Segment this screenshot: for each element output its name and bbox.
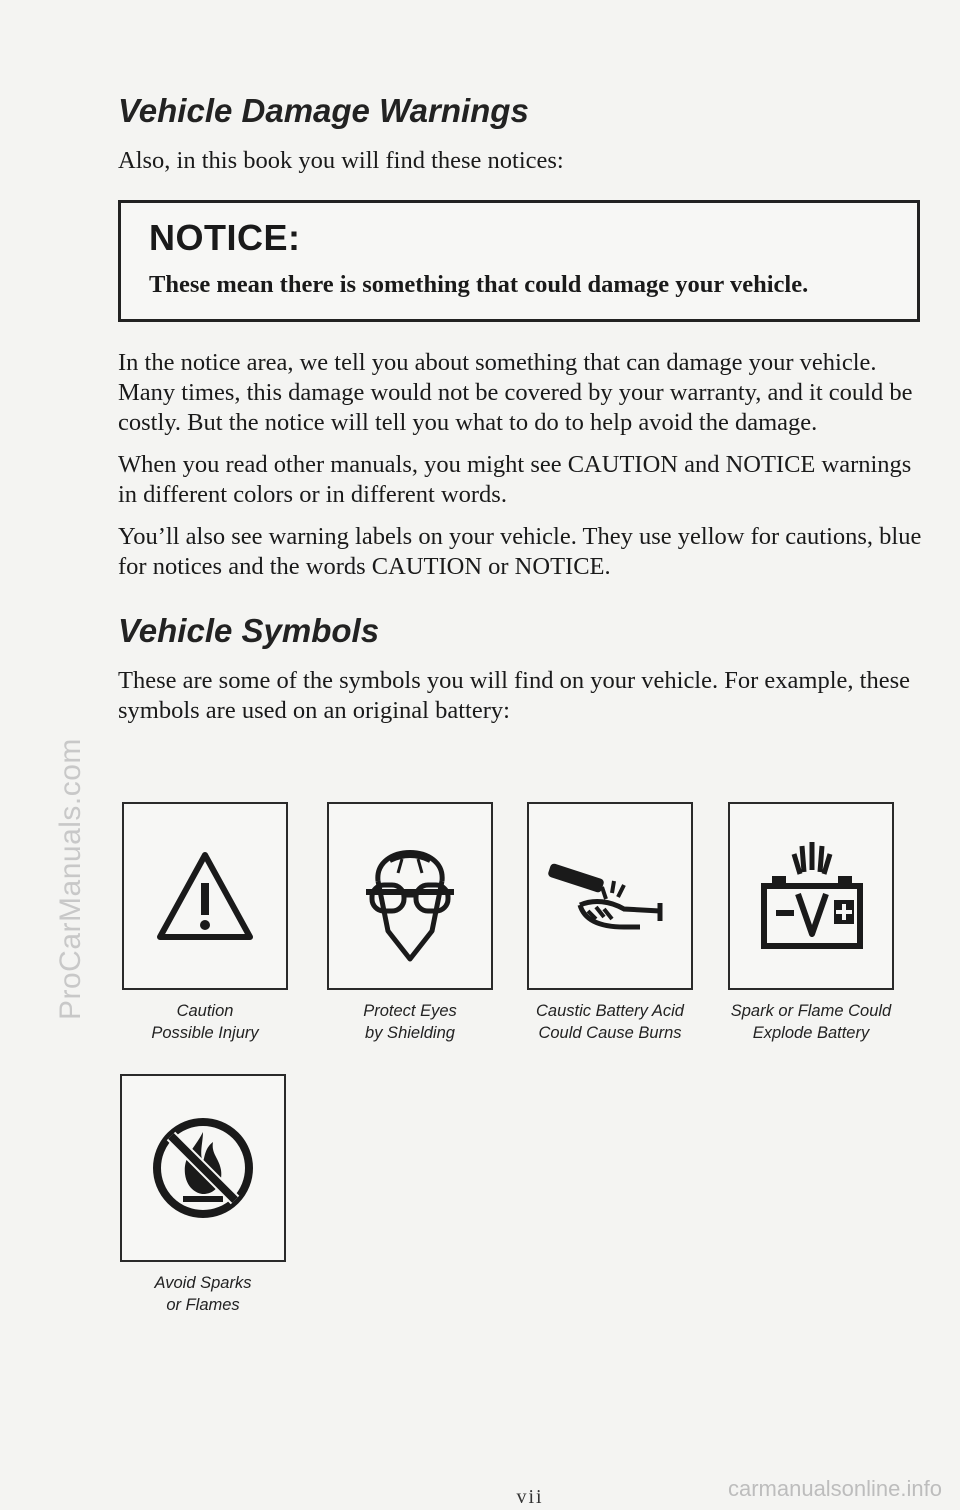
damage-intro: Also, in this book you will find these notices: [118, 147, 564, 174]
symbol-no-flame [120, 1074, 308, 1316]
caption-line-2: Could Cause Burns [538, 1024, 682, 1042]
symbol-caution [122, 802, 310, 1044]
damage-paragraph-3: You’ll also see warning labels on your vehicle. They use yellow for cautions, blue for notices and the words CAUTION or NOTICE. [118, 523, 922, 580]
caption-line-2: Possible Injury [151, 1024, 259, 1042]
symbols-heading: Vehicle Symbols [118, 612, 380, 649]
symbol-protect-eyes [327, 802, 515, 1044]
caption-line-2: Explode Battery [752, 1024, 870, 1042]
page-content [118, 92, 928, 726]
protect-eyes-icon [327, 802, 493, 990]
side-watermark: ProCarManuals.com [54, 738, 87, 1020]
symbol-caustic-acid [527, 802, 715, 1044]
notice-text: These mean there is something that could damage your vehicle. [149, 271, 809, 298]
damage-heading: Vehicle Damage Warnings [118, 92, 529, 129]
caption-line-1: Spark or Flame Could [730, 1002, 892, 1020]
caption-line-1: Caustic Battery Acid [536, 1002, 684, 1020]
symbol-battery-spark [728, 802, 916, 1044]
caustic-acid-icon [527, 802, 693, 990]
bottom-watermark: carmanualsonline.info [727, 1476, 942, 1501]
notice-title: NOTICE: [149, 217, 301, 258]
caption-line-1: Protect Eyes [363, 1002, 457, 1020]
caption-line-1: Avoid Sparks [154, 1274, 252, 1292]
page-number: vii [516, 1486, 544, 1508]
notice-box [118, 200, 920, 322]
symbols-intro: These are some of the symbols you will find on your vehicle. For example, these symbols are used on an original battery: [118, 667, 910, 724]
caption-line-2: or Flames [166, 1296, 240, 1314]
damage-paragraph-2: When you read other manuals, you might see CAUTION and NOTICE warnings in different colors or in different words. [118, 451, 912, 508]
caption-line-1: Caution [176, 1002, 234, 1020]
battery-spark-icon [728, 802, 894, 990]
no-flame-icon [120, 1074, 286, 1262]
damage-paragraph-1: In the notice area, we tell you about something that can damage your vehicle. Many times, this damage would not be covered by your warranty, and it could be costly. But the notice will tell you what to do to help avoid the damage. [118, 349, 913, 436]
caption-line-2: by Shielding [365, 1024, 455, 1042]
caution-triangle-icon [122, 802, 288, 990]
